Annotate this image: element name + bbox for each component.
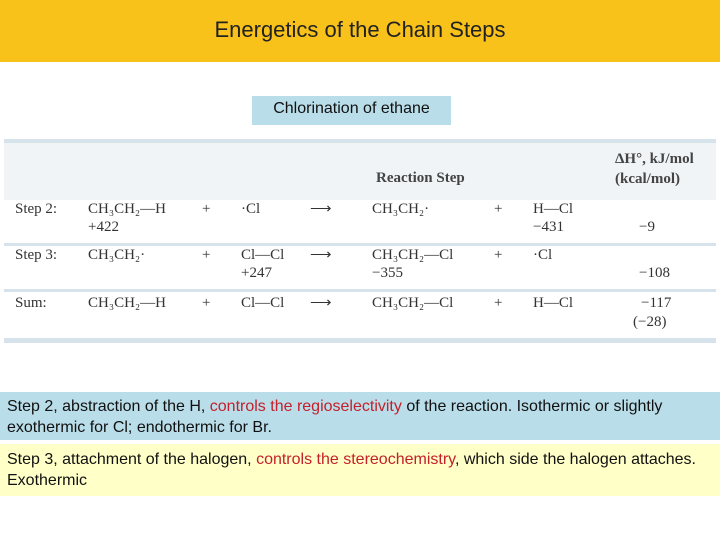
reactant-1: CH₃CH₂· — [88, 247, 146, 263]
table-row — [4, 200, 716, 243]
reaction-arrow: ⟶ — [310, 295, 332, 311]
delta-h-value: −117 — [641, 295, 672, 311]
plus-sign: + — [202, 201, 211, 217]
note-step3-highlight: controls the stereochemistry — [256, 451, 455, 468]
product-2-energy: −431 — [533, 219, 564, 235]
product-1: CH₃CH₂—Cl — [372, 295, 454, 311]
product-1: CH₃CH₂—Cl — [372, 247, 454, 263]
product-2: H—Cl — [533, 295, 574, 311]
product-2: H—Cl — [533, 201, 574, 217]
note-step2-highlight: controls the regioselectivity — [209, 398, 402, 415]
product-1: CH₃CH₂· — [372, 201, 430, 217]
delta-h-value: −108 — [639, 265, 670, 281]
note-step3-pre: Step 3, attachment of the halogen, — [7, 451, 257, 468]
delta-h-kcal: (−28) — [633, 314, 667, 330]
plus-sign: + — [202, 295, 211, 311]
reactant-1: CH₃CH₂—H — [88, 295, 166, 311]
reaction-table — [4, 139, 716, 343]
row-label: Step 2: — [15, 201, 58, 217]
table-header-row — [4, 143, 716, 200]
table-row — [4, 292, 716, 338]
plus-sign: + — [494, 201, 503, 217]
reactant-2: ·Cl — [241, 201, 261, 217]
header-delta-h: ΔH°, kJ/mol — [615, 151, 694, 167]
title-bar — [0, 0, 720, 62]
note-step2-pre: Step 2, abstraction of the H, — [7, 398, 210, 415]
plus-sign: + — [494, 247, 503, 263]
row-label: Sum: — [15, 295, 47, 311]
note-step2-post: of the reaction. Isothermic or slightly exothermic for Cl; endothermic for Br. — [7, 398, 663, 436]
note-step3 — [0, 444, 720, 496]
reactant-2: Cl—Cl — [241, 295, 285, 311]
row-label: Step 3: — [15, 247, 58, 263]
reactant-2: Cl—Cl — [241, 247, 285, 263]
note-step3-post: , which side the halogen attaches. Exothermic — [7, 451, 696, 489]
note-step2 — [0, 392, 720, 440]
reaction-arrow: ⟶ — [310, 201, 332, 217]
page-title: Energetics of the Chain Steps — [214, 17, 506, 42]
header-reaction-step: Reaction Step — [376, 170, 465, 186]
delta-h-value: −9 — [639, 219, 655, 235]
reaction-arrow: ⟶ — [310, 247, 332, 263]
subtitle-box — [252, 96, 451, 125]
reactant-1-energy: +422 — [88, 219, 119, 235]
plus-sign: + — [494, 295, 503, 311]
subtitle: Chlorination of ethane — [273, 100, 430, 117]
plus-sign: + — [202, 247, 211, 263]
reactant-1: CH₃CH₂—H — [88, 201, 166, 217]
product-1-energy: −355 — [372, 265, 403, 281]
reactant-2-energy: +247 — [241, 265, 272, 281]
product-2: ·Cl — [533, 247, 553, 263]
header-units: (kcal/mol) — [615, 171, 680, 187]
table-row — [4, 246, 716, 289]
